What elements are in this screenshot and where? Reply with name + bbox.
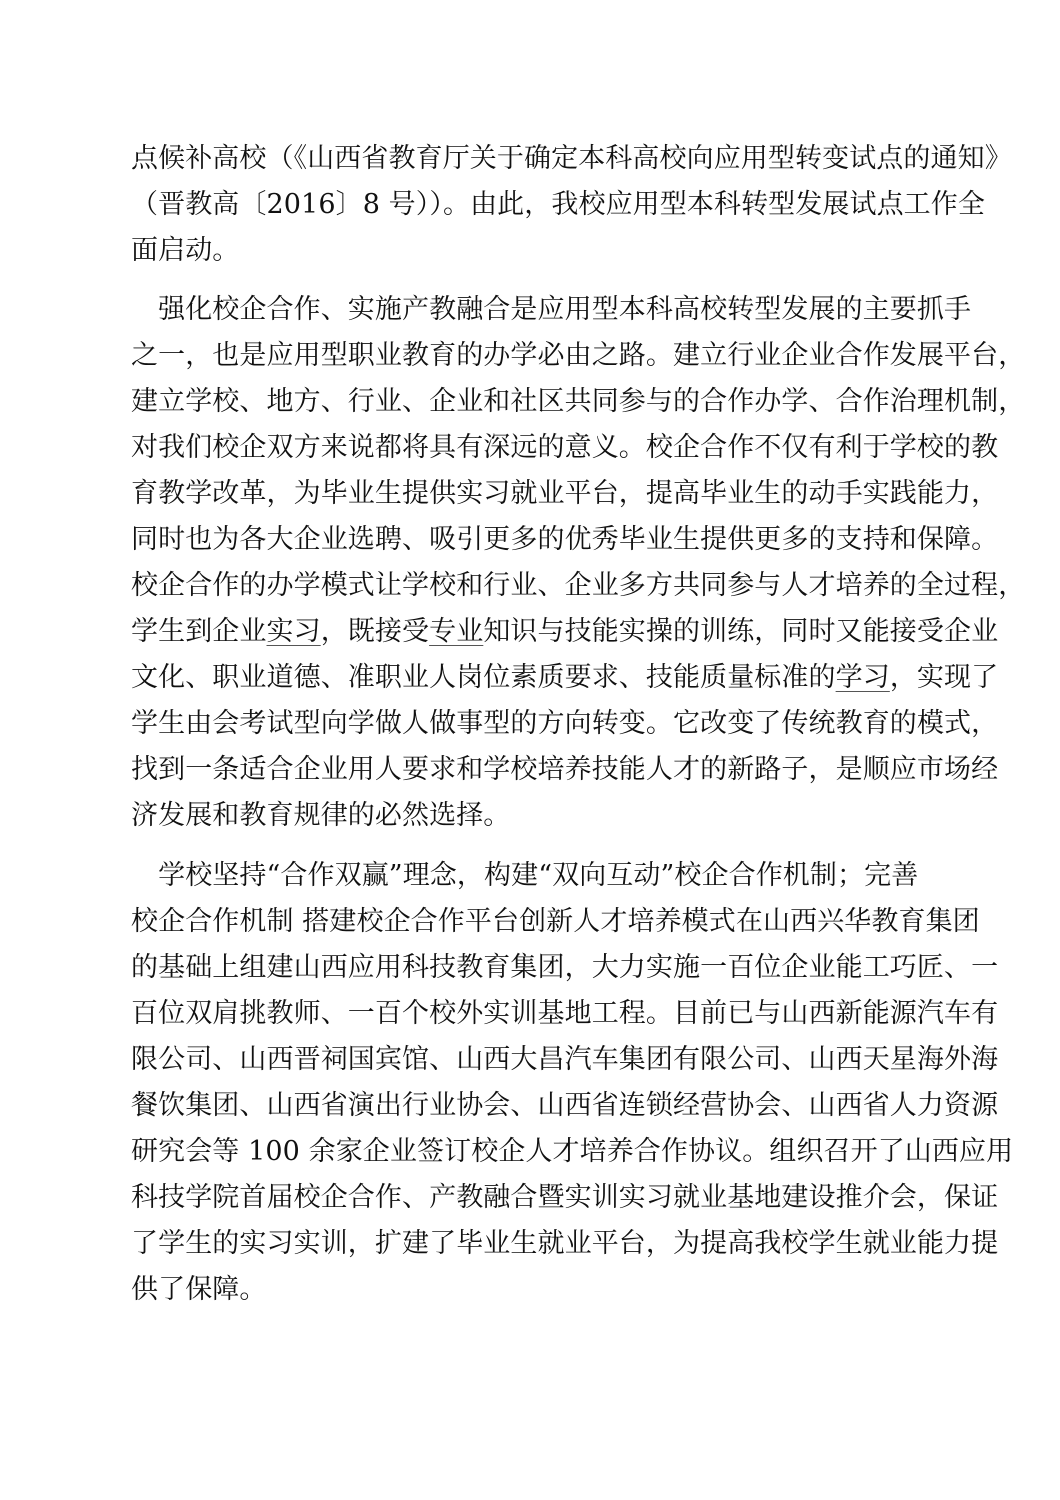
paragraph-3-line-4: 百位双肩挑教师、一百个校外实训基地工程。目前已与山西新能源汽车有 <box>131 998 999 1029</box>
link-xuexi[interactable]: 学习 <box>835 662 890 693</box>
line-8-text-c: 知识与技能实操的训练，同时又能接受企业 <box>483 616 999 647</box>
paragraph-2-line-10: 学生由会考试型向学做人做事型的方向转变。它改变了传统教育的模式， <box>131 708 999 739</box>
paragraph-2-line-8 <box>131 609 998 655</box>
paragraph-2-line-9 <box>131 655 998 701</box>
paragraph-3-line-10: 供了保障。 <box>131 1274 267 1305</box>
paragraph-3-line-3: 的基础上组建山西应用科技教育集团，大力实施一百位企业能工巧匠、一 <box>131 952 999 983</box>
paragraph-1-line-3: 面启动。 <box>131 235 240 266</box>
line-8-text-b: ，既接受 <box>320 616 430 647</box>
line-9-text-b: ，实现了 <box>889 662 999 693</box>
link-shixi[interactable]: 实习 <box>266 616 321 647</box>
paragraph-2-line-2: 之一，也是应用型职业教育的办学必由之路。建立行业企业合作发展平台， <box>131 340 1026 371</box>
paragraph-3-line-9: 了学生的实习实训，扩建了毕业生就业平台，为提高我校学生就业能力提 <box>131 1228 999 1259</box>
paragraph-3-line-1: 学校坚持“合作双赢”理念，构建“双向互动”校企合作机制；完善 <box>131 860 919 891</box>
paragraph-2-line-6: 同时也为各大企业选聘、吸引更多的优秀毕业生提供更多的支持和保障。 <box>131 524 999 555</box>
paragraph-2-line-4: 对我们校企双方来说都将具有深远的意义。校企合作不仅有利于学校的教 <box>131 432 999 463</box>
line-9-text-a: 文化、职业道德、准职业人岗位素质要求、技能质量标准的 <box>131 662 836 693</box>
paragraph-2-line-5: 育教学改革，为毕业生提供实习就业平台，提高毕业生的动手实践能力， <box>131 478 999 509</box>
paragraph-3-line-8: 科技学院首届校企合作、产教融合暨实训实习就业基地建设推介会，保证 <box>131 1182 999 1213</box>
paragraph-2-line-11: 找到一条适合企业用人要求和学校培养技能人才的新路子，是顺应市场经 <box>131 754 999 785</box>
link-zhuanye[interactable]: 专业 <box>429 616 484 647</box>
paragraph-1-line-2: （晋教高〔2016〕8 号））。由此，我校应用型本科转型发展试点工作全 <box>131 189 985 220</box>
paragraph-2-line-3: 建立学校、地方、行业、企业和社区共同参与的合作办学、合作治理机制， <box>131 386 1026 417</box>
paragraph-3-line-6: 餐饮集团、山西省演出行业协会、山西省连锁经营协会、山西省人力资源 <box>131 1090 999 1121</box>
paragraph-3-line-2: 校企合作机制 搭建校企合作平台创新人才培养模式在山西兴华教育集团 <box>131 906 980 937</box>
paragraph-2-line-12: 济发展和教育规律的必然选择。 <box>131 800 511 831</box>
paragraph-2-line-1: 强化校企合作、实施产教融合是应用型本科高校转型发展的主要抓手 <box>131 294 972 325</box>
line-8-text-a: 学生到企业 <box>131 616 267 647</box>
paragraph-2-line-7: 校企合作的办学模式让学校和行业、企业多方共同参与人才培养的全过程， <box>131 570 1026 601</box>
paragraph-3-line-7: 研究会等 100 余家企业签订校企人才培养合作协议。组织召开了山西应用 <box>131 1136 1014 1167</box>
paragraph-3-line-5: 限公司、山西晋祠国宾馆、山西大昌汽车集团有限公司、山西天星海外海 <box>131 1044 999 1075</box>
paragraph-1-line-1: 点候补高校（《山西省教育厅关于确定本科高校向应用型转变试点的通知》 <box>131 143 1012 174</box>
